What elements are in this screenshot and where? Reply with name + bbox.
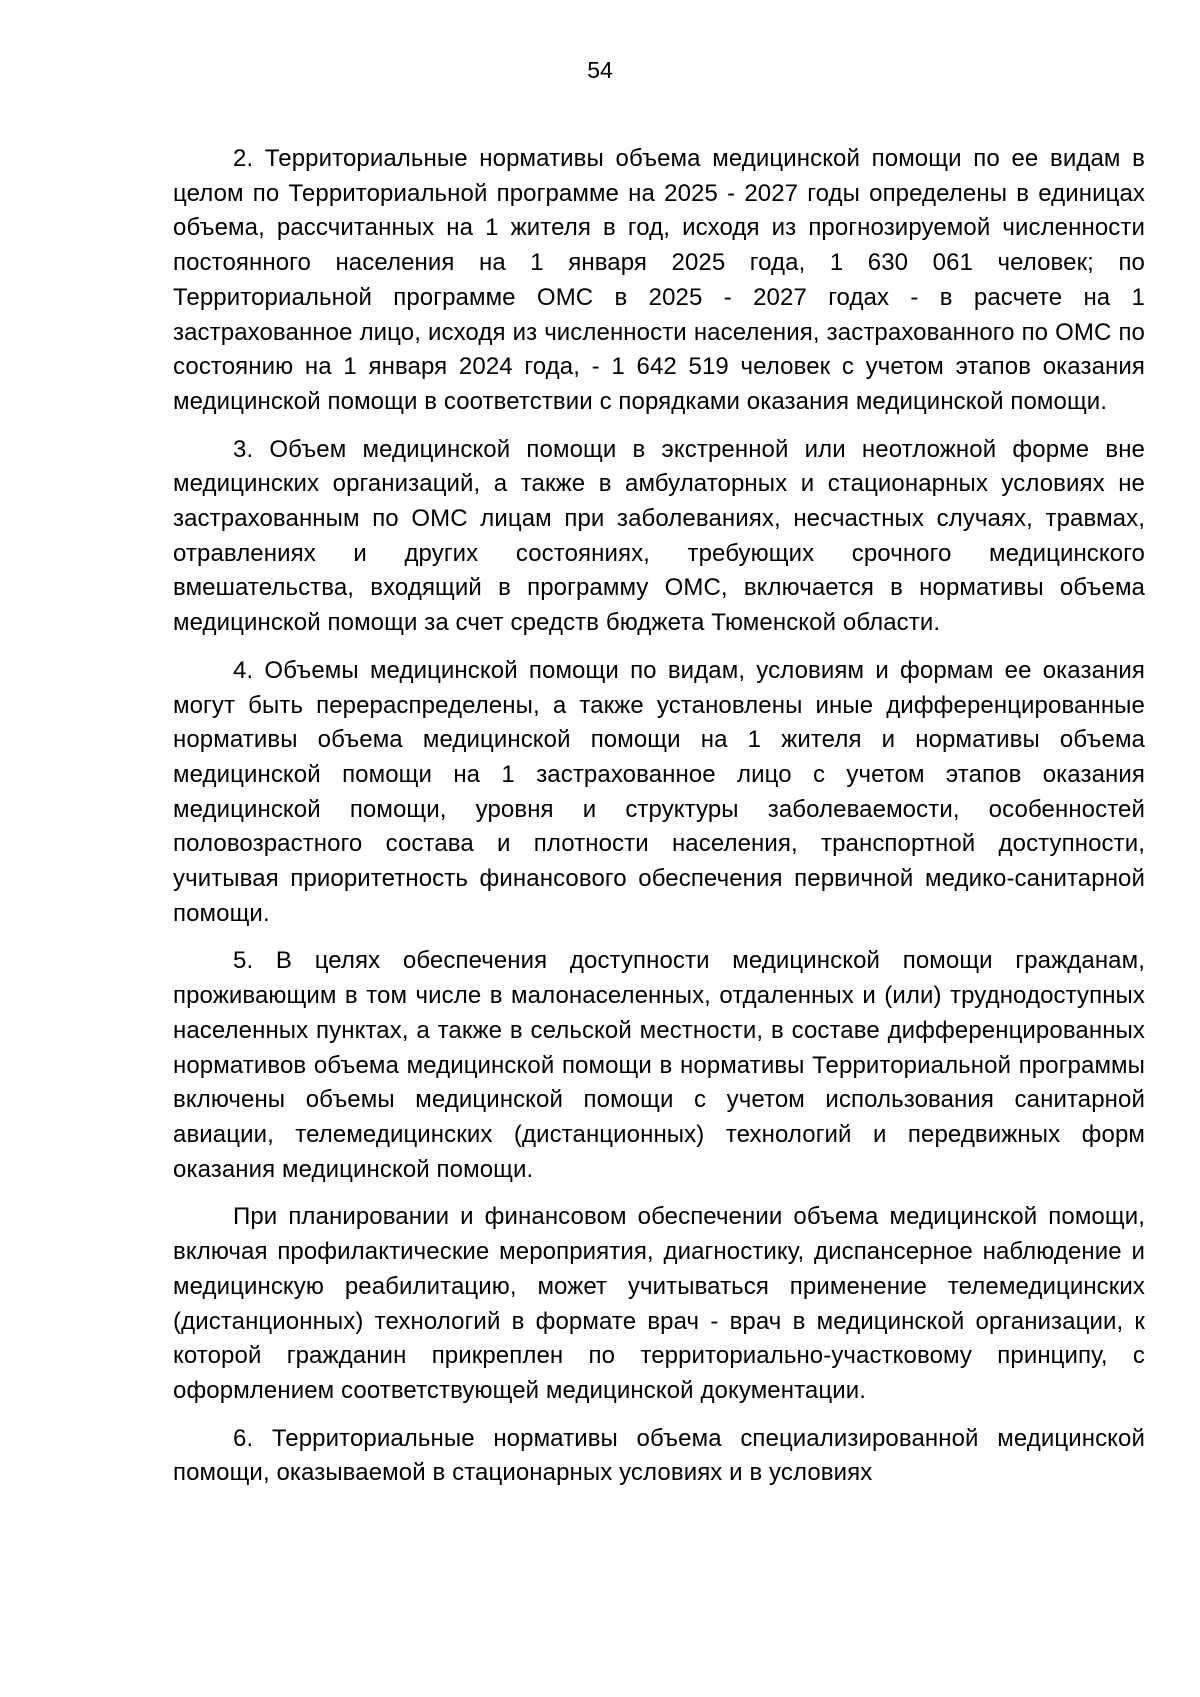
page-number: 54 [587,57,613,83]
paragraph-4: 4. Объемы медицинской помощи по видам, условиям и формам ее оказания могут быть перераспределены, а также установлены иные дифференцированные нормативы объема медицинской помощи на 1 жителя и нормативы объема медицинской помощи на 1 застрахованное лицо с учетом этапов оказания медицинской помощи, уровня и структуры заболеваемости, особенностей половозрастного состава и плотности населения, транспортной доступности, учитывая приоритетность финансового обеспечения первичной медико-санитарной помощи. [173,656,1145,927]
paragraph-6: 6. Территориальные нормативы объема специализированной медицинской помощи, оказываемой в стационарных условиях и в условиях [173,1424,1145,1487]
paragraph-5-continued: При планировании и финансовом обеспечении объема медицинской помощи, включая профилактические мероприятия, диагностику, диспансерное наблюдение и медицинскую реабилитацию, может учитываться применение телемедицинских (дистанционных) технологий в формате врач - врач в медицинской организации, к которой гражданин прикреплен по территориально-участковому принципу, с оформлением соответствующей медицинской документации. [173,1203,1145,1404]
paragraph-2: 2. Территориальные нормативы объема медицинской помощи по ее видам в целом по Территориальной программе на 2025 - 2027 годы определены в единицах объема, рассчитанных на 1 жителя в год, исходя из прогнозируемой численности постоянного населения на 1 января 2025 года, 1 630 061 человек; по Территориальной программе ОМС в 2025 - 2027 годах - в расчете на 1 застрахованное лицо, исходя из численности населения, застрахованного по ОМС по состоянию на 1 января 2024 года, - 1 642 519 человек с учетом этапов оказания медицинской помощи в соответствии с порядками оказания медицинской помощи. [173,145,1145,415]
document-body [173,142,1145,1504]
paragraph-3: 3. Объем медицинской помощи в экстренной или неотложной форме вне медицинских организаций, а также в амбулаторных и стационарных условиях не застрахованным по ОМС лицам при заболеваниях, несчастных случаях, травмах, отравлениях и других состояниях, требующих срочного медицинского вмешательства, входящий в программу ОМС, включается в нормативы объема медицинской помощи за счет средств бюджета Тюменской области. [173,435,1145,637]
paragraph-5: 5. В целях обеспечения доступности медицинской помощи гражданам, проживающим в том числе в малонаселенных, отдаленных и (или) труднодоступных населенных пунктах, а также в сельской местности, в составе дифференцированных нормативов объема медицинской помощи в нормативы Территориальной программы включены объемы медицинской помощи с учетом использования санитарной авиации, телемедицинских (дистанционных) технологий и передвижных форм оказания медицинской помощи. [173,947,1145,1183]
